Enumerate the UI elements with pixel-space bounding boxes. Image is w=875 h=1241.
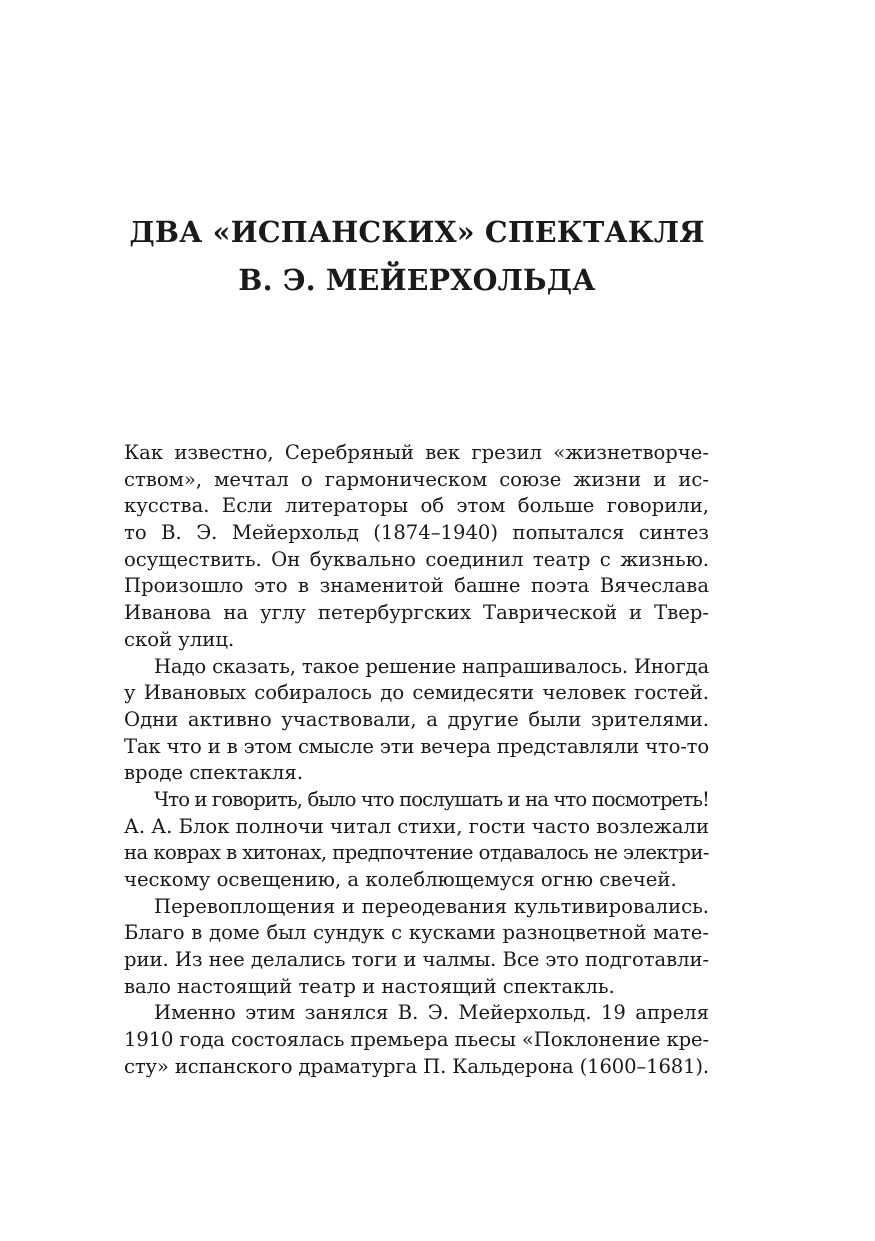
text-line: осуществить. Он буквально соединил театр с жизнью. <box>124 547 709 571</box>
paragraph <box>124 654 709 787</box>
text-line: Одни активно участвовали, а другие были зрителями. <box>124 707 709 731</box>
text-line: вроде спектакля. <box>124 761 303 785</box>
chapter-title <box>0 208 834 304</box>
text-line: у Ивановых собиралось до семидесяти человек гостей. <box>124 681 709 705</box>
text-line: сту» испанского драматурга П. Кальдерона (1600–1681). <box>124 1054 709 1078</box>
text-line: на коврах в хитонах, предпочтение отдавалось не электри- <box>124 841 709 865</box>
text-line: Что и говорить, было что послушать и на что посмотреть! <box>154 787 710 811</box>
text-line: Именно этим занялся В. Э. Мейерхольд. 19 апреля <box>154 1001 709 1025</box>
text-line: кусства. Если литераторы об этом больше говорили, <box>124 494 709 518</box>
text-line: Надо сказать, такое решение напрашивалось. Иногда <box>154 654 709 678</box>
text-line: ской улиц. <box>124 627 235 651</box>
text-line: ством», мечтал о гармоническом союзе жизни и ис- <box>124 467 709 491</box>
text-line: Перевоплощения и переодевания культивировались. <box>154 894 709 918</box>
text-line: Произошло это в знаменитой башне поэта Вячеслава <box>124 574 709 598</box>
text-line: вало настоящий театр и настоящий спектакль. <box>124 974 615 998</box>
chapter-title-line-2: В. Э. МЕЙЕРХОЛЬДА <box>238 263 596 297</box>
text-line: ческому освещению, а колеблющемуся огню свечей. <box>124 868 677 891</box>
paragraph <box>124 894 709 1001</box>
paragraph <box>124 440 709 654</box>
chapter-title-line-1: ДВА «ИСПАНСКИХ» СПЕКТАКЛЯ <box>129 215 705 249</box>
text-line: рии. Из нее делались тоги и чалмы. Все это подготавли- <box>124 948 710 972</box>
text-line: Иванова на углу петербургских Таврической и Твер- <box>124 601 709 625</box>
paragraph <box>124 787 709 894</box>
text-line: 1910 года состоялась премьера пьесы «Поклонение кре- <box>124 1028 710 1052</box>
text-line: Благо в доме был сундук с кусками разноцветной мате- <box>124 921 709 945</box>
text-line: то В. Э. Мейерхольд (1874–1940) попытался синтез <box>124 521 709 545</box>
text-line: А. А. Блок полночи читал стихи, гости часто возлежали <box>124 814 710 838</box>
paragraph <box>124 1000 709 1080</box>
body-text <box>124 440 709 1081</box>
text-line: Так что и в этом смысле эти вечера представляли что-то <box>124 734 709 758</box>
text-line: Как известно, Серебряный век грезил «жизнетворче- <box>124 441 709 464</box>
